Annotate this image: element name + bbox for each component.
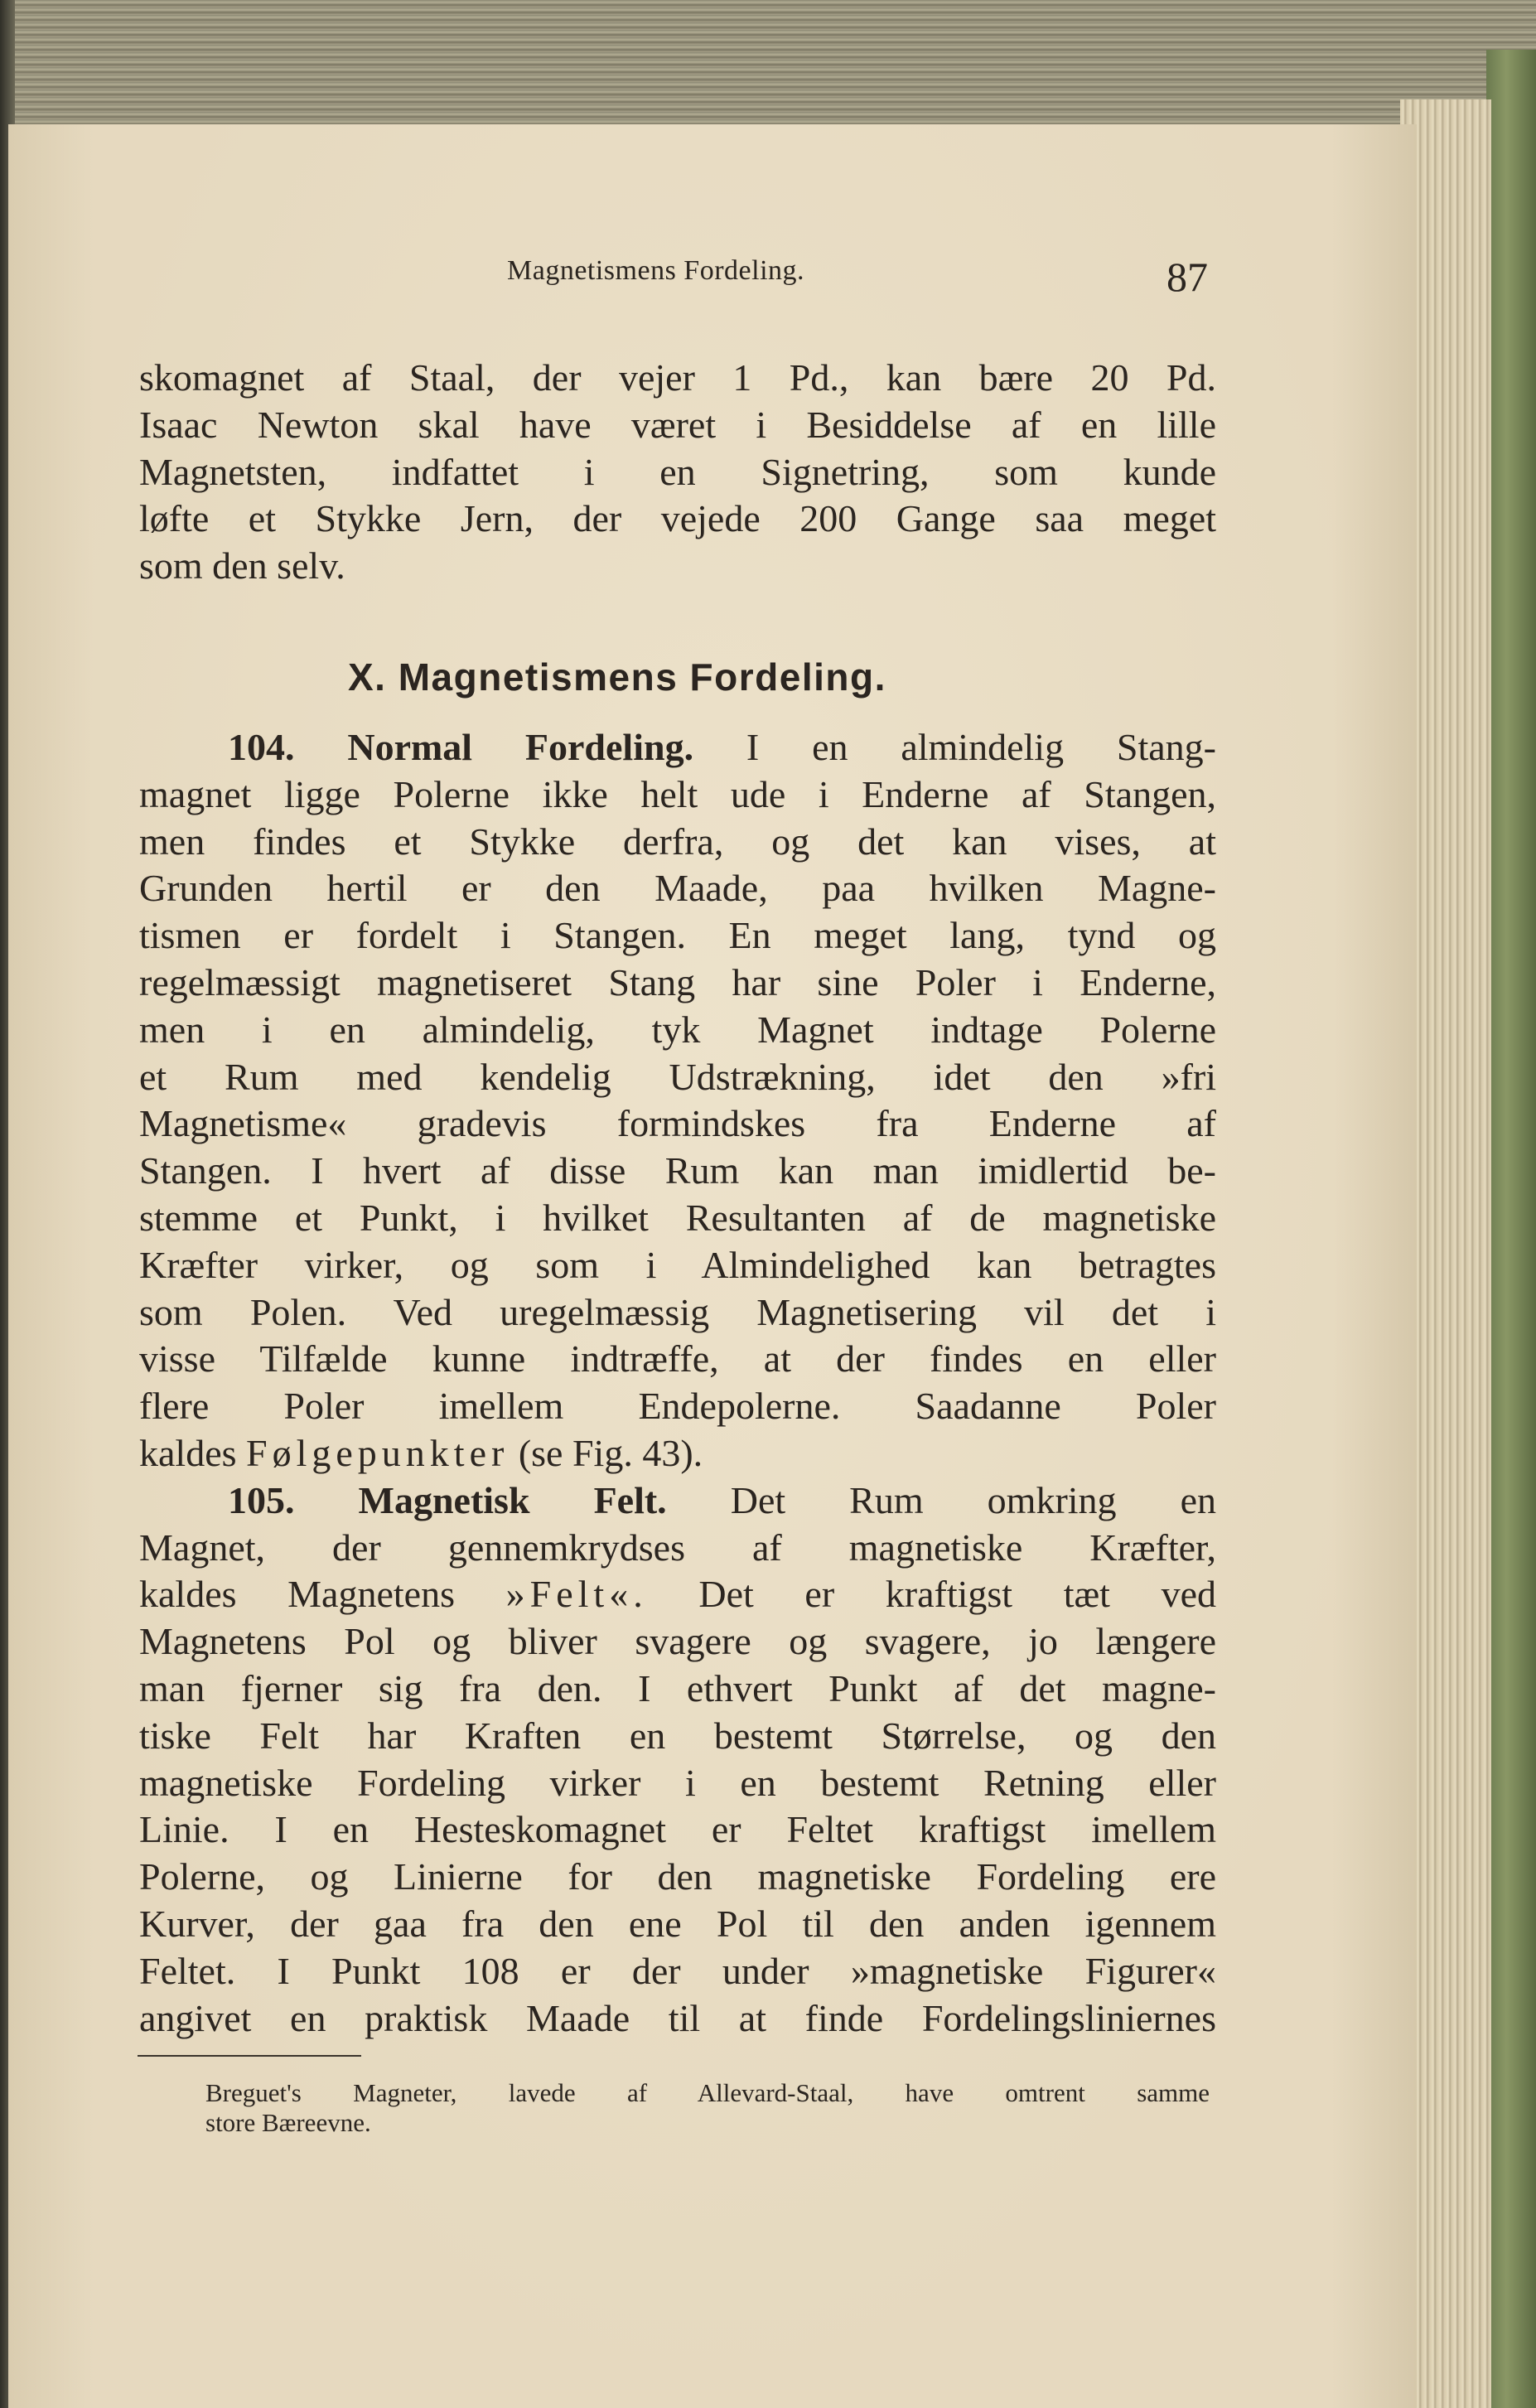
text-line: angivet en praktisk Maade til at finde Fordelingsliniernes bbox=[139, 1996, 1216, 2039]
text-line: flere Poler imellem Endepolerne. Saadanne Poler bbox=[139, 1385, 1216, 1428]
text-line: Polerne, og Linierne for den magnetiske Fordeling ere bbox=[139, 1855, 1216, 1898]
text-line: som Polen. Ved uregelmæssig Magnetisering vil det i bbox=[139, 1290, 1216, 1333]
text-span: Det er kraftigst tæt ved bbox=[698, 1573, 1217, 1616]
text-span: (se Fig. 43). bbox=[518, 1431, 703, 1474]
text-line: regelmæssigt magnetiseret Stang har sine Poler i Enderne, bbox=[139, 960, 1216, 1003]
text-line: Feltet. I Punkt 108 er der under »magnetiske Figurer« bbox=[139, 1949, 1216, 1992]
text-line: Magnetisme« gradevis formindskes fra Enderne af bbox=[139, 1102, 1216, 1145]
text-line: stemme et Punkt, i hvilket Resultanten af de magnetiske bbox=[139, 1196, 1216, 1239]
paragraph-first-line bbox=[139, 1477, 1216, 1525]
book-cover-edge bbox=[1486, 50, 1536, 2408]
book-top-edge bbox=[0, 0, 1536, 124]
text-line: Magnetsten, indfattet i en Signetring, som kunde bbox=[139, 450, 1216, 493]
text-line: tiske Felt har Kraften en bestemt Størrelse, og den bbox=[139, 1714, 1216, 1757]
text-line: man fjerner sig fra den. I ethvert Punkt af det magne- bbox=[139, 1666, 1216, 1709]
spaced-term: Følgepunkter bbox=[246, 1431, 510, 1474]
text-line: som den selv. bbox=[139, 544, 345, 587]
text-line: Linie. I en Hesteskomagnet er Feltet kraftigst imellem bbox=[139, 1808, 1216, 1851]
text-line bbox=[139, 1571, 1216, 1618]
section-heading: X. Magnetismens Fordeling. bbox=[348, 655, 886, 699]
text-span: kaldes bbox=[139, 1431, 237, 1474]
text-line: Magnet, der gennemkrydses af magnetiske Kræfter, bbox=[139, 1526, 1216, 1569]
text-line: Kræfter virker, og som i Almindelighed kan betragtes bbox=[139, 1243, 1216, 1286]
text-span: Det Rum omkring en bbox=[730, 1478, 1216, 1521]
text-line: men i en almindelig, tyk Magnet indtage Polerne bbox=[139, 1008, 1216, 1051]
text-line: Kurver, der gaa fra den ene Pol til den anden igennem bbox=[139, 1902, 1216, 1945]
text-span: I en almindelig Stang- bbox=[746, 726, 1216, 768]
paragraph-title: Magnetisk Felt. bbox=[358, 1478, 667, 1521]
text-line: løfte et Stykke Jern, der vejede 200 Gange saa meget bbox=[139, 497, 1216, 540]
text-span: kaldes Magnetens bbox=[139, 1573, 455, 1616]
paragraph-104 bbox=[139, 724, 1216, 2042]
text-line: visse Tilfælde kunne indtræffe, at der findes en eller bbox=[139, 1337, 1216, 1380]
text-line: magnetiske Fordeling virker i en bestemt Retning eller bbox=[139, 1761, 1216, 1804]
text-line: skomagnet af Staal, der vejer 1 Pd., kan bære 20 Pd. bbox=[139, 356, 1216, 399]
spaced-term: »Felt«. bbox=[505, 1573, 648, 1616]
text-line: et Rum med kendelig Udstrækning, idet den »fri bbox=[139, 1055, 1216, 1098]
paragraph-first-line bbox=[139, 724, 1216, 771]
text-line: men findes et Stykke derfra, og det kan vises, at bbox=[139, 820, 1216, 863]
running-head: Magnetismens Fordeling. bbox=[507, 255, 805, 286]
paragraph-number: 104. bbox=[228, 726, 295, 768]
text-line: Magnetens Pol og bliver svagere og svagere, jo længere bbox=[139, 1620, 1216, 1663]
text-line bbox=[139, 1430, 1216, 1477]
text-line: Isaac Newton skal have været i Besiddelse af en lille bbox=[139, 403, 1216, 446]
footnote-rule bbox=[138, 2055, 361, 2057]
footnote-line: Breguet's Magneter, lavede af Allevard-Staal, have omtrent samme bbox=[205, 2078, 1210, 2107]
footnote-line: store Bæreevne. bbox=[205, 2108, 371, 2137]
text-line: Stangen. I hvert af disse Rum kan man imidlertid be- bbox=[139, 1149, 1216, 1192]
text-line: tismen er fordelt i Stangen. En meget lang, tynd og bbox=[139, 914, 1216, 957]
footnote bbox=[205, 2078, 1210, 2138]
page-number: 87 bbox=[1166, 254, 1208, 300]
text-line: magnet ligge Polerne ikke helt ude i Enderne af Stangen, bbox=[139, 772, 1216, 815]
paragraph-number: 105. bbox=[228, 1478, 295, 1521]
intro-paragraph bbox=[139, 355, 1216, 590]
paragraph-title: Normal Fordeling. bbox=[347, 726, 694, 768]
text-line: Grunden hertil er den Maade, paa hvilken Magne- bbox=[139, 867, 1216, 910]
